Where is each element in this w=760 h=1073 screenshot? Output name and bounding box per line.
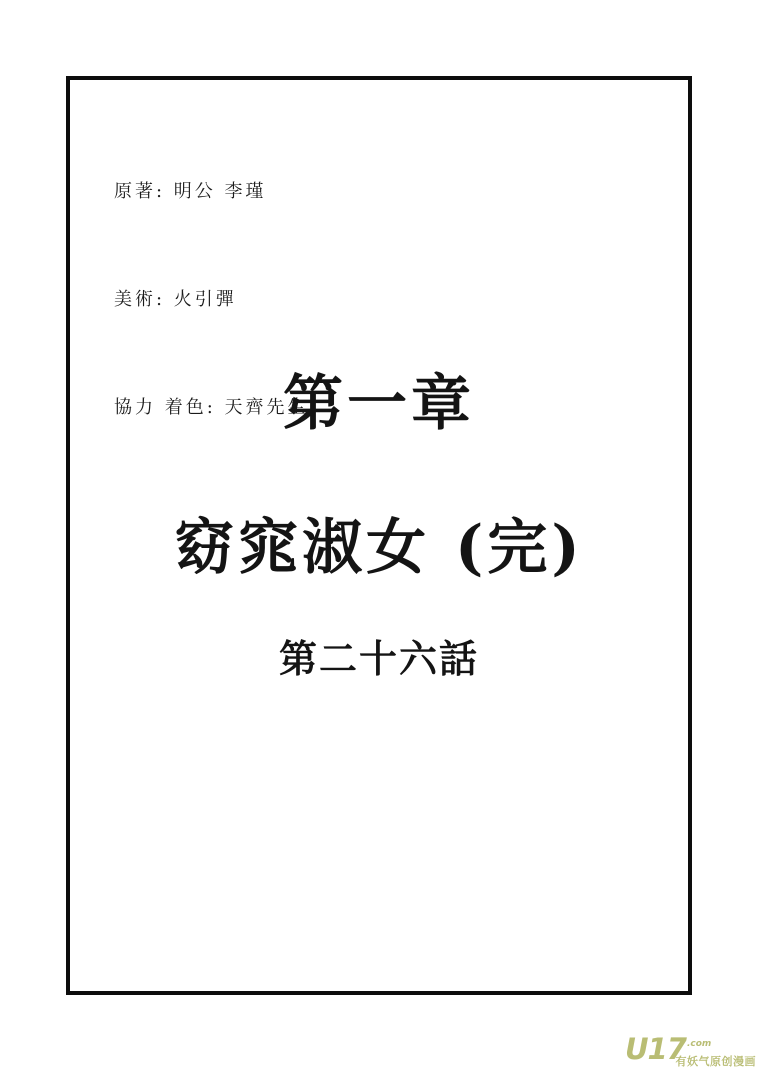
u17-tagline-text: 有妖气原创漫画 — [675, 1055, 756, 1068]
episode-title: 第二十六話 — [278, 636, 479, 681]
u17-domain-text: .com — [687, 1039, 712, 1049]
chapter-title: 第一章 — [283, 369, 475, 439]
credit-line-original-author: 原著: 明公 李瑾 — [114, 181, 267, 202]
panel-frame — [66, 76, 692, 995]
series-title: 窈窕淑女 (完) — [174, 513, 584, 583]
credit-line-coloring: 協力 着色: 天齊先生 — [114, 397, 309, 418]
credit-line-art: 美術: 火引彈 — [114, 289, 237, 310]
u17-logo-text: U17 — [625, 1032, 686, 1066]
u17-watermark — [625, 1032, 757, 1069]
